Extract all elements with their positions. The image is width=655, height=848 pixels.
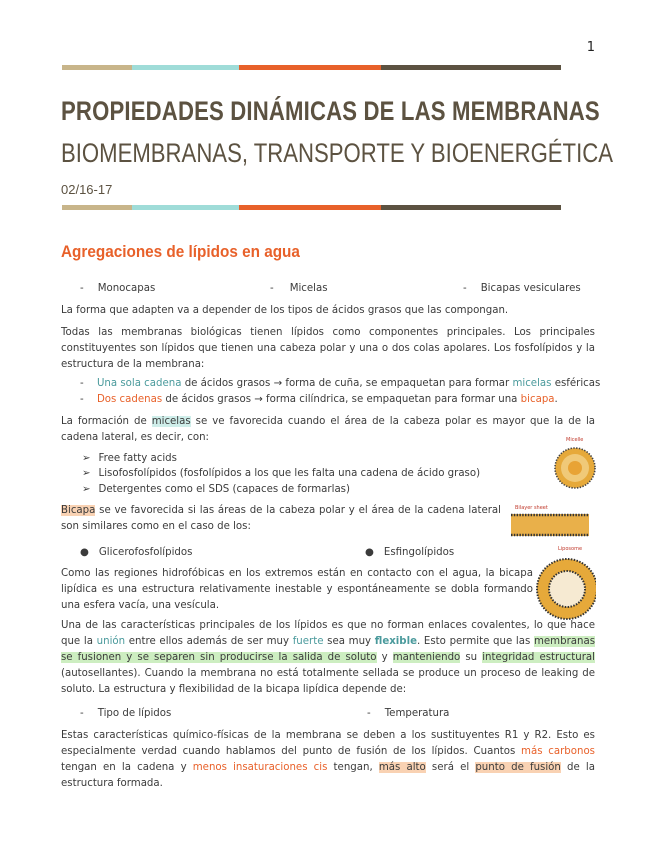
- page-subtitle: BIOMEMBRANAS, TRANSPORTE Y BIOENERGÉTICA: [61, 138, 613, 168]
- dash: -: [367, 708, 371, 719]
- agg-type-item: [80, 281, 155, 297]
- list-text: Temperatura: [384, 708, 450, 719]
- text: sea muy: [323, 636, 375, 647]
- bottom-color-bar: [62, 205, 561, 210]
- dash: -: [80, 394, 84, 405]
- highlight-term: más carbonos: [521, 746, 595, 757]
- text: entre ellos además de ser muy: [125, 636, 293, 647]
- list-item: [367, 706, 449, 722]
- highlight-term: fuerte: [292, 636, 324, 647]
- text: se ve favorecida cuando el área de la cabeza polar es mayor que la de la cadena lateral, es decir, con:: [61, 416, 596, 443]
- text: La formación de: [61, 416, 152, 427]
- text: . Esto permite que las: [416, 636, 534, 647]
- arrow-icon: ➢: [82, 453, 91, 464]
- page-number: 1: [586, 40, 595, 55]
- highlight-term: micelas: [512, 378, 552, 389]
- highlight-term: más alto: [378, 762, 426, 773]
- highlight-term: Dos cadenas: [96, 394, 163, 405]
- text: tengan en la cadena y: [61, 762, 193, 773]
- list-text: Detergentes como el SDS (capaces de formarlas): [98, 484, 350, 495]
- highlight-term: membranas se fusionen y se separen sin producirse la salida de soluto: [61, 636, 596, 663]
- bilayer-figure: [509, 502, 591, 540]
- paragraph: [61, 728, 595, 792]
- text: tengan,: [327, 762, 379, 773]
- list-item: [365, 545, 454, 561]
- highlight-term: unión: [96, 636, 126, 647]
- liposome-figure: [536, 543, 596, 625]
- text: (autosellantes). Cuando la membrana no está totalmente sellada se produce un proceso de leaking de soluto. La estructura y flexibilidad de la bicapa lipídica depende de:: [61, 668, 595, 695]
- paragraph: Todas las membranas biológicas tienen lípidos como componentes principales. Los principales constituyentes son lípidos que tienen una cabeza polar y una o dos colas apolares. Los fosfolípidos y la estructura de la membrana:: [61, 327, 595, 370]
- dash: -: [80, 708, 84, 719]
- dash: -: [80, 283, 84, 294]
- agg-type-label: Micelas: [289, 283, 328, 294]
- list-text: Tipo de lípidos: [97, 708, 172, 719]
- micelle-label: Micelle: [566, 437, 584, 443]
- dash: -: [80, 378, 84, 389]
- paragraph: [61, 414, 595, 446]
- page-title: PROPIEDADES DINÁMICAS DE LAS MEMBRANAS: [61, 96, 600, 126]
- liposome-inner: [549, 571, 585, 607]
- highlight-term: micelas: [151, 416, 191, 427]
- liposome-label: Liposome: [558, 546, 583, 552]
- agg-type-item: [463, 281, 581, 297]
- bullet-icon: ●: [365, 547, 374, 558]
- list-text: Lisofosfolípidos (fosfolípidos a los que les falta una cadena de ácido graso): [98, 468, 481, 479]
- text: será el: [425, 762, 476, 773]
- bullet-icon: ●: [80, 547, 89, 558]
- paragraph: [61, 618, 595, 698]
- paragraph: La forma que adapten va a depender de los tipos de ácidos grasos que las compongan.: [61, 305, 509, 316]
- agg-type-label: Monocapas: [97, 283, 156, 294]
- agg-type-item: [270, 281, 328, 297]
- list-item: [80, 545, 192, 561]
- list-text: .: [554, 394, 558, 405]
- list-item: [82, 451, 177, 467]
- highlight-term: Bicapa: [61, 505, 96, 516]
- list-item: [80, 392, 558, 408]
- text: Una de las características principales de los lípidos es que no forman enlaces covalentes, lo que hace que la: [61, 620, 595, 647]
- highlight-term: bicapa: [520, 394, 555, 405]
- text: se ve favorecida si las áreas de la cabeza polar y el área de la cadena lateral son similares como en el caso de los:: [61, 505, 501, 532]
- highlight-term: manteniendo: [392, 652, 461, 663]
- highlight-term: punto de fusión: [475, 762, 561, 773]
- micelle-center: [568, 461, 582, 475]
- bilayer-core: [511, 514, 589, 536]
- list-text: Free fatty acids: [98, 453, 177, 464]
- dash: -: [463, 283, 467, 294]
- bilayer-label: Bilayer sheet: [515, 505, 548, 511]
- list-text: esféricas: [551, 378, 601, 389]
- list-item: [82, 466, 480, 482]
- date: 02/16-17: [61, 182, 113, 197]
- text: de la estructura formada.: [61, 762, 595, 789]
- list-text: de ácidos grasos → forma de cuña, se empaquetan para formar: [181, 378, 513, 389]
- list-text: de ácidos grasos → forma cilíndrica, se empaquetan para formar una: [162, 394, 521, 405]
- dash: -: [270, 283, 274, 294]
- text: y: [376, 652, 393, 663]
- list-item: [80, 706, 171, 722]
- micelle-figure: [553, 433, 598, 493]
- list-item: [80, 376, 600, 392]
- list-text: Esfingolípidos: [383, 547, 455, 558]
- highlight-term: integridad estructural: [482, 652, 595, 663]
- list-text: Glicerofosfolípidos: [98, 547, 193, 558]
- text: su: [460, 652, 483, 663]
- paragraph: [61, 503, 501, 535]
- list-item: [82, 482, 350, 498]
- section-heading: Agregaciones de lípidos en agua: [61, 242, 300, 261]
- agg-type-label: Bicapas vesiculares: [480, 283, 581, 294]
- highlight-term: menos insaturaciones cis: [192, 762, 328, 773]
- highlight-term: Una sola cadena: [96, 378, 182, 389]
- arrow-icon: ➢: [82, 468, 91, 479]
- arrow-icon: ➢: [82, 484, 91, 495]
- top-color-bar: [62, 65, 561, 70]
- text: Estas características químico-físicas de la membrana se deben a los sustituyentes R1 y R2. Esto es especialmente verdad cuando hablamos del punto de fusión de los lípidos. Cuantos: [61, 730, 595, 757]
- highlight-term: flexible: [374, 636, 417, 647]
- paragraph: Como las regiones hidrofóbicas en los extremos están en contacto con el agua, la bicapa lipídica es una estructura relativamente inestable y espontáneamente se dobla formando una esfera vacía, una vesícula.: [61, 568, 533, 611]
